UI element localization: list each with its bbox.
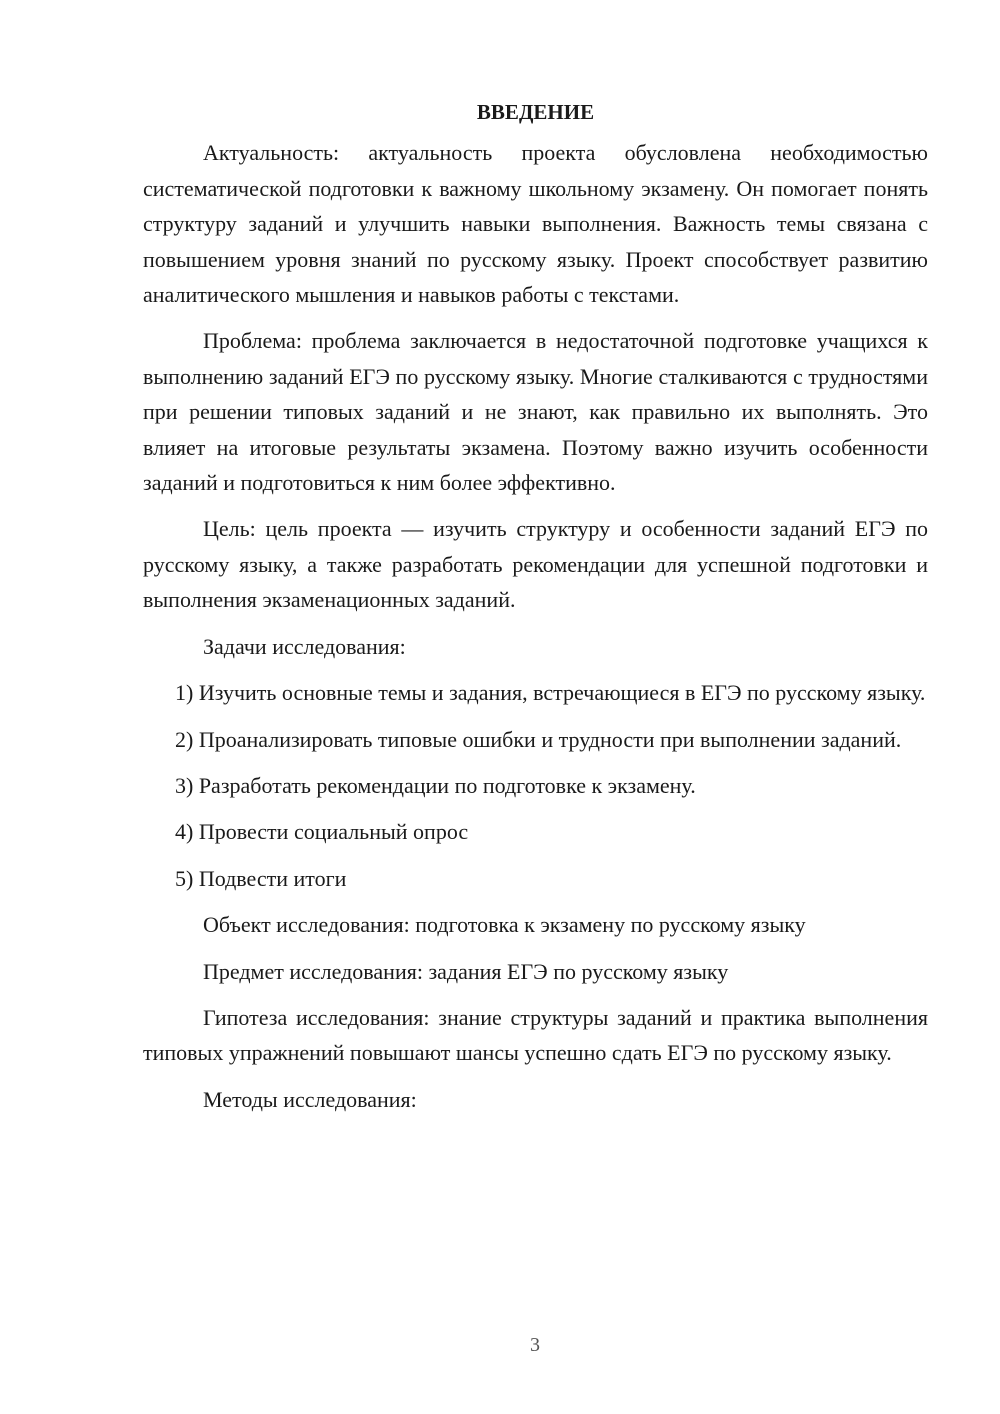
hypothesis-paragraph: Гипотеза исследования: знание структуры заданий и практика выполнения типовых упражнений повышают шансы успешно сдать ЕГЭ по русскому языку. xyxy=(143,1004,928,1066)
task-item-2: 2) Проанализировать типовые ошибки и трудности при выполнении заданий. xyxy=(175,726,902,752)
subject-paragraph: Предмет исследования: задания ЕГЭ по русскому языку xyxy=(203,958,729,984)
task-item-3: 3) Разработать рекомендации по подготовке к экзамену. xyxy=(175,772,696,798)
task-item-4: 4) Провести социальный опрос xyxy=(175,819,469,845)
goal-paragraph: Цель: цель проекта — изучить структуру и особенности заданий ЕГЭ по русскому языку, а также разработать рекомендации для успешной подготовки и выполнения экзаменационных заданий. xyxy=(143,516,928,613)
section-title: ВВЕДЕНИЕ xyxy=(476,100,595,124)
object-paragraph: Объект исследования: подготовка к экзамену по русскому языку xyxy=(203,912,806,938)
tasks-heading: Задачи исследования: xyxy=(203,633,406,659)
page-content xyxy=(143,95,928,1128)
page-number: 3 xyxy=(530,1334,540,1356)
task-item-1: 1) Изучить основные темы и задания, встречающиеся в ЕГЭ по русскому языку. xyxy=(175,680,926,706)
relevance-paragraph: Актуальность: актуальность проекта обусловлена необходимостью систематической подготовки к важному школьному экзамену. Он помогает понять структуру заданий и улучшить навыки выполнения. Важность темы связана с повышением уровня знаний по русскому языку. Проект способствует развитию аналитического мышления и навыков работы с текстами. xyxy=(143,140,928,308)
problem-paragraph: Проблема: проблема заключается в недостаточной подготовке учащихся к выполнению заданий ЕГЭ по русскому языку. Многие сталкиваются с трудностями при решении типовых заданий и не знают, как правильно их выполнять. Это влияет на итоговые результаты экзамена. Поэтому важно изучить особенности заданий и подготовиться к ним более эффективно. xyxy=(143,328,928,496)
task-item-5: 5) Подвести итоги xyxy=(175,865,347,891)
methods-heading: Методы исследования: xyxy=(203,1086,417,1112)
